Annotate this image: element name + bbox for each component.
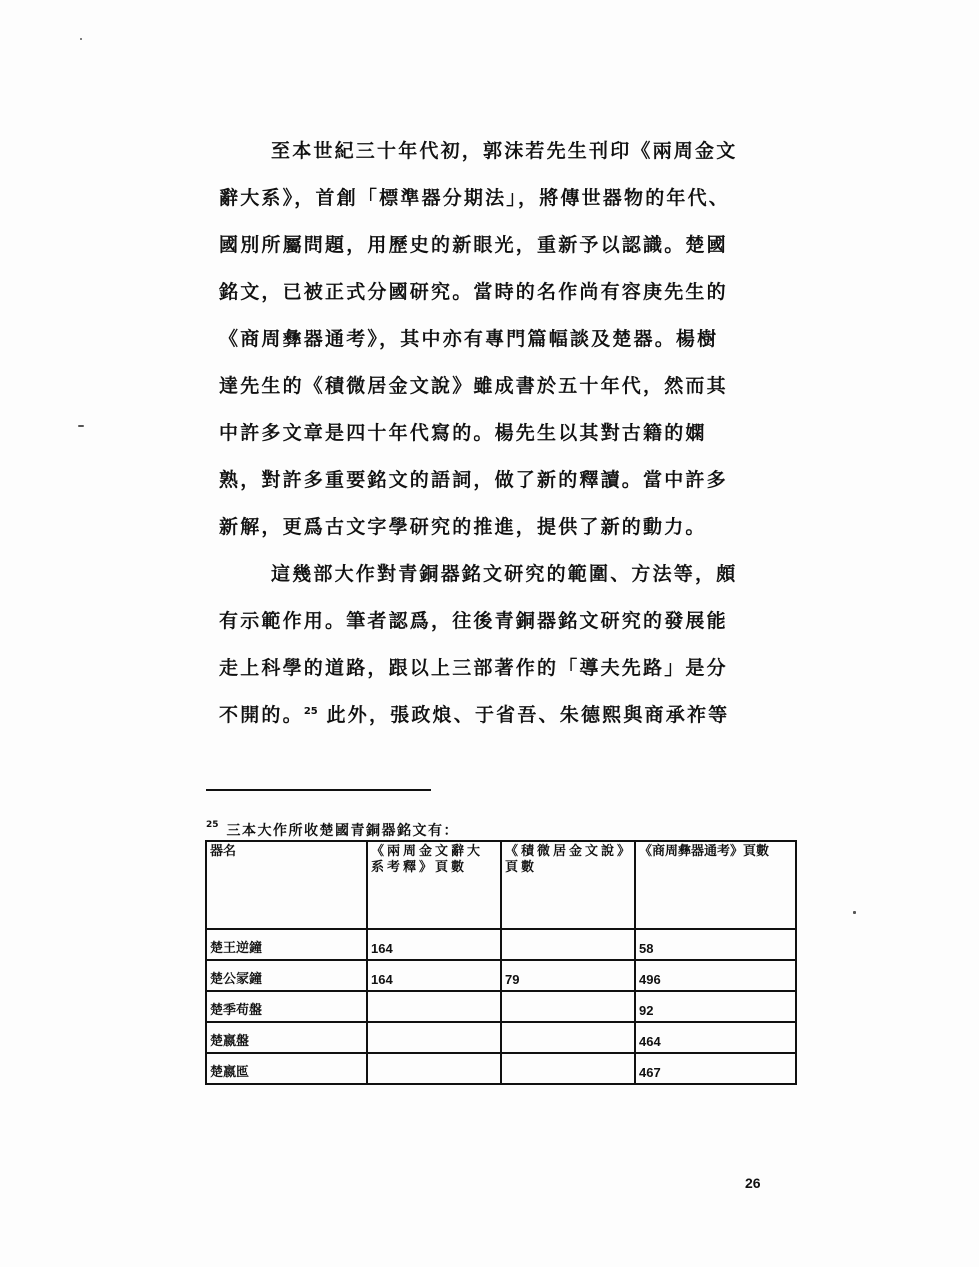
paragraph-line: 《商周彝器通考》，其中亦有專門篇幅談及楚器。楊樹 [219, 328, 719, 350]
table-cell [501, 1022, 635, 1053]
table-cell: 164 [367, 929, 501, 960]
table-cell [367, 991, 501, 1022]
paragraph-line: 銘文，已被正式分國研究。當時的名作尚有容庚先生的 [219, 281, 728, 303]
scan-speck [78, 425, 84, 427]
table-cell [501, 929, 635, 960]
table-cell: 楚嬴盤 [206, 1022, 367, 1053]
table-header-cell: 《兩周金文辭大系考釋》頁數 [367, 841, 501, 929]
table-row [206, 929, 796, 960]
table-cell [501, 1053, 635, 1084]
table-cell: 58 [635, 929, 796, 960]
table-row [206, 991, 796, 1022]
scan-speck [853, 911, 856, 914]
table-cell: 464 [635, 1022, 796, 1053]
table-cell: 79 [501, 960, 635, 991]
table-row [206, 1053, 796, 1084]
table-cell [367, 1022, 501, 1053]
table-cell: 467 [635, 1053, 796, 1084]
table-header-cell: 《積微居金文說》頁數 [501, 841, 635, 929]
paragraph-line: 新解，更爲古文字學研究的推進，提供了新的動力。 [219, 516, 707, 538]
footnote-table [205, 840, 797, 1085]
line-text: 不開的。 [219, 704, 304, 726]
footnote-heading [206, 820, 459, 840]
table-cell: 92 [635, 991, 796, 1022]
paragraph-line-with-footnote [219, 692, 764, 739]
table-cell [501, 991, 635, 1022]
table-row [206, 1022, 796, 1053]
body-text [219, 128, 764, 739]
table-cell: 楚季苟盤 [206, 991, 367, 1022]
paragraph-line: 達先生的《積微居金文說》雖成書於五十年代，然而其 [219, 375, 728, 397]
paragraph-line: 辭大系》，首創「標準器分期法」，將傳世器物的年代、 [219, 187, 731, 209]
footnote-reference[interactable]: 25 [303, 706, 318, 717]
paragraph-line: 有示範作用。筆者認爲，往後青銅器銘文研究的發展能 [219, 610, 728, 632]
table-header-cell: 器名 [206, 841, 367, 929]
table-cell: 楚王逆鐘 [206, 929, 367, 960]
table-row [206, 960, 796, 991]
footnote-number: 25 [206, 820, 219, 830]
page-number: 26 [745, 1175, 761, 1191]
footnote-heading-text: 三本大作所收楚國青銅器銘文有： [226, 823, 460, 839]
line-text: 此外，張政烺、于省吾、朱德熙與商承祚等 [317, 704, 730, 726]
paragraph-line: 熟，對許多重要銘文的語詞，做了新的釋讀。當中許多 [219, 469, 728, 491]
paragraph-line: 國別所屬問題，用歷史的新眼光，重新予以認識。楚國 [219, 234, 728, 256]
paragraph-line: 這幾部大作對青銅器銘文研究的範圍、方法等，頗 [271, 563, 738, 585]
table-header-cell: 《商周彝器通考》頁數 [635, 841, 796, 929]
paragraph-line: 中許多文章是四十年代寫的。楊先生以其對古籍的嫻 [219, 422, 707, 444]
table-cell: 496 [635, 960, 796, 991]
scan-speck [80, 38, 82, 40]
table-cell: 楚嬴匜 [206, 1053, 367, 1084]
table-cell [367, 1053, 501, 1084]
paragraph-line: 至本世紀三十年代初，郭沫若先生刊印《兩周金文 [271, 140, 738, 162]
paragraph-line: 走上科學的道路，跟以上三部著作的「導夫先路」是分 [219, 657, 728, 679]
table-cell: 楚公冡鐘 [206, 960, 367, 991]
table-header-row [206, 841, 796, 929]
footnote-divider [206, 789, 431, 791]
table-cell: 164 [367, 960, 501, 991]
